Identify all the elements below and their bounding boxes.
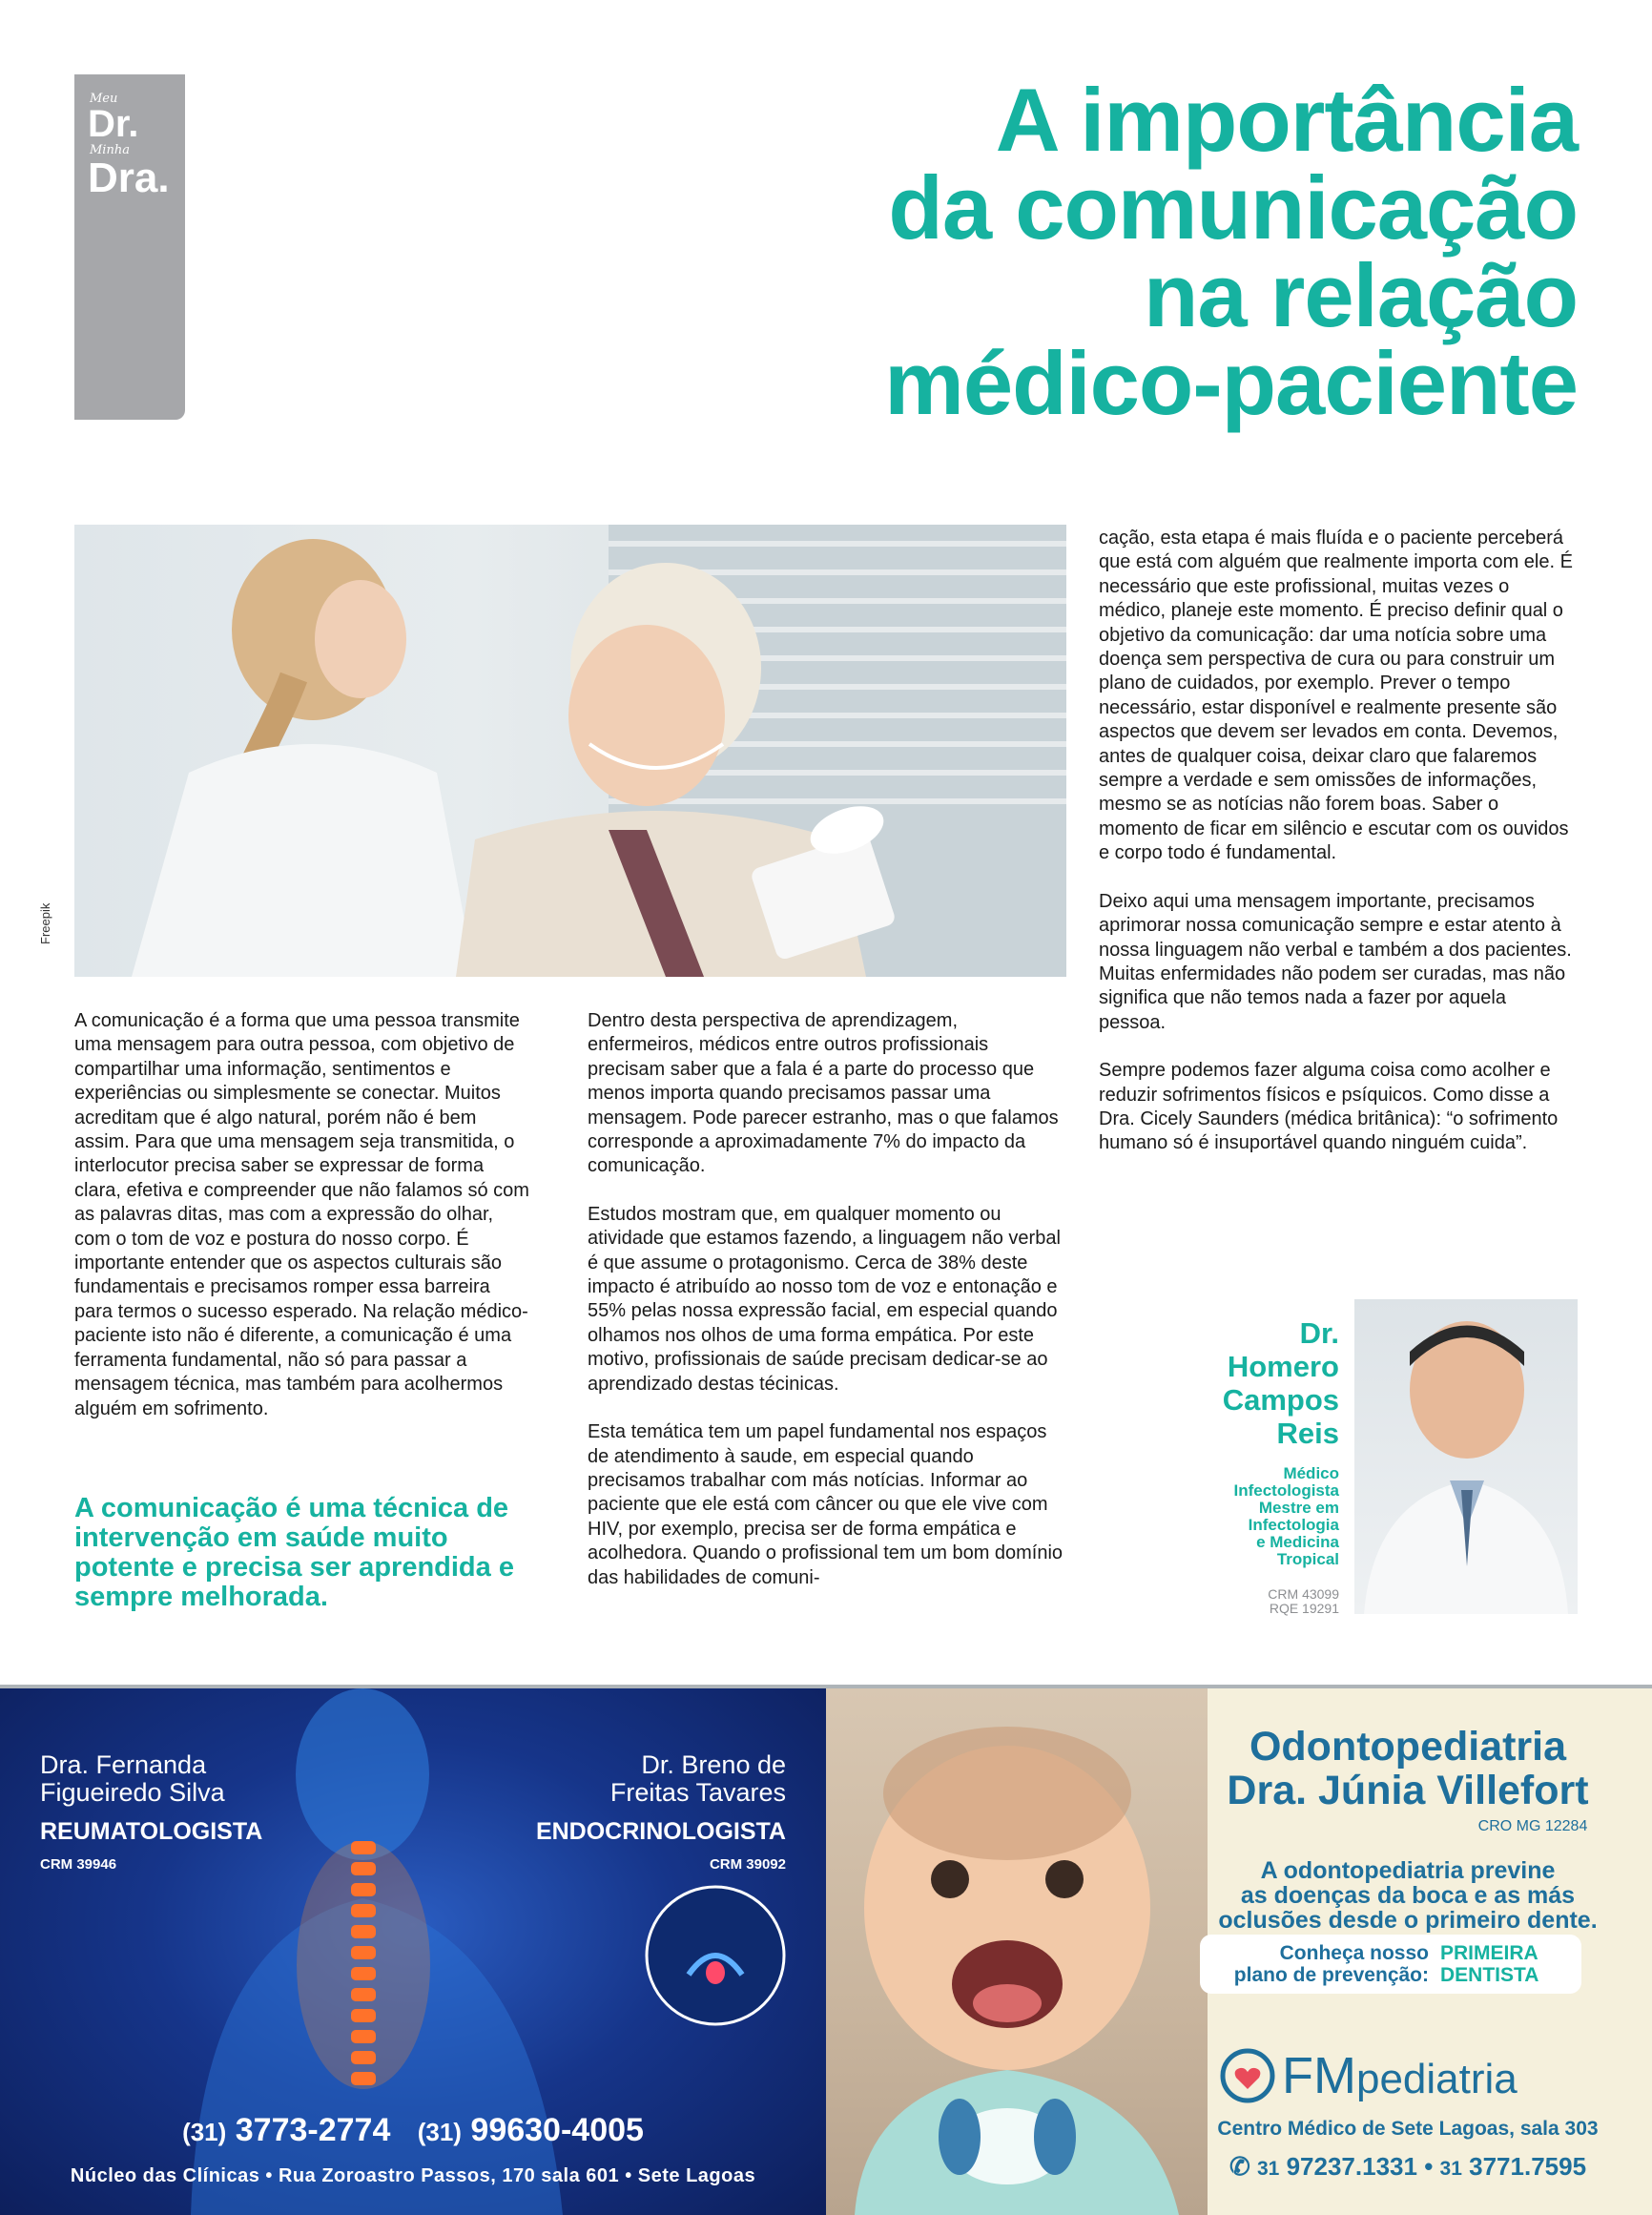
clinic-location: Centro Médico de Sete Lagoas, sala 303	[1217, 2118, 1599, 2140]
author-signature	[1173, 1316, 1339, 1616]
author-name-line: Reis	[1276, 1417, 1339, 1450]
author-name-line: Campos	[1222, 1383, 1339, 1417]
article-column-2	[588, 1009, 1064, 1614]
paragraph: Sempre podemos fazer alguma coisa como acolher e reduzir sofrimentos físicos e psíquicos. Como disse a Dra. Cicely Saunders (médica britânica): “o sofrimento humano só é insuportável quando ninguém cuida”.	[1099, 1060, 1559, 1154]
doctor-1-name	[40, 1751, 225, 1807]
author-name-line: Dr.	[1299, 1316, 1339, 1350]
plan-label-line: plano de prevenção:	[1233, 1964, 1429, 1986]
dentist-cro: CRO MG 12284	[1477, 1818, 1588, 1834]
title-line: da comunicação	[888, 157, 1578, 258]
phone-2-number: 3771.7595	[1469, 2152, 1587, 2181]
phone-2-area-code: 31	[1439, 2158, 1462, 2180]
author-role-line: Infectologista	[1233, 1481, 1339, 1500]
brand-script-minha: Minha	[90, 143, 130, 157]
brand-dr: Dr.	[88, 103, 139, 145]
doctor-1-specialty: REUMATOLOGISTA	[40, 1818, 263, 1845]
brand-script-meu: Meu	[90, 92, 118, 106]
doctor-2-crm: CRM 39092	[709, 1856, 786, 1873]
author-role-line: Médico	[1283, 1464, 1339, 1482]
title-line: médico-paciente	[884, 333, 1578, 433]
plan-label-line: Conheça nosso	[1279, 1942, 1429, 1964]
clinic-address: Núcleo das Clínicas • Rua Zoroastro Passos, 170 sala 601 • Sete Lagoas	[70, 2165, 756, 2186]
article-title	[624, 70, 1578, 433]
author-photo	[1354, 1299, 1578, 1614]
clinic-phones	[0, 2112, 826, 2149]
author-role-line: e Medicina	[1256, 1533, 1339, 1551]
title-line: na relação	[1143, 245, 1578, 345]
pull-quote: A comunicação é uma técnica de intervenção em saúde muito potente e precisa ser aprendida e sempre melhorada.	[74, 1493, 514, 1612]
author-role-line: Tropical	[1276, 1550, 1339, 1568]
author-crm: CRM 43099	[1268, 1586, 1339, 1602]
paragraph: Dentro desta perspectiva de aprendizagem, enfermeiros, médicos entre outros profissionais precisam saber que a fala é a parte do processo que menos importa quando precisamos passar uma mensagem. Pode parecer estranho, mas o que falamos corresponde a aproximadamente 7% do impacto da comunicação.	[588, 1010, 1059, 1177]
doctor-1-name-line: Figueiredo Silva	[40, 1778, 225, 1807]
paragraph: Deixo aqui uma mensagem importante, precisamos aprimorar nossa comunicação sempre e estar atento à nossa linguagem não verbal e também a dos pacientes. Muitas enfermidades não podem ser curadas, mas não significa que não temos nada a fazer por aquela pessoa.	[1099, 890, 1572, 1033]
photo-credit: Freepik	[38, 902, 52, 944]
plan-name	[1440, 1942, 1574, 1986]
baby-photo	[826, 1688, 1208, 2215]
phone-2-area-code: (31)	[417, 2118, 462, 2146]
ad-title-line: Odontopediatria	[1249, 1724, 1567, 1770]
doctor-patient-illustration	[74, 525, 1066, 977]
doctor-1-name-line: Dra. Fernanda	[40, 1750, 207, 1779]
tooth-heart-logo-icon	[1219, 2047, 1276, 2104]
phone-1-area-code: 31	[1257, 2158, 1280, 2180]
doctor-2-name-line: Freitas Tavares	[609, 1778, 786, 1807]
bullet-separator: •	[1424, 2152, 1440, 2181]
author-name-line: Homero	[1227, 1350, 1339, 1383]
doctor-1-crm: CRM 39946	[40, 1856, 117, 1873]
ad-title	[1179, 1725, 1637, 1812]
clinic-advertisement	[0, 1688, 826, 2215]
author-role	[1173, 1465, 1339, 1568]
fm-logo-pediatria: pediatria	[1355, 2056, 1518, 2102]
phone-1-number: 3773-2774	[235, 2112, 391, 2148]
phone-2-number: 99630-4005	[470, 2112, 644, 2148]
fm-logo-fm: FM	[1282, 2047, 1356, 2104]
author-role-line: Infectologia	[1248, 1516, 1339, 1534]
phone-1-number: 97237.1331	[1286, 2152, 1417, 2181]
plan-name-line: PRIMEIRA	[1440, 1942, 1538, 1964]
slogan-line: as doenças da boca e as más	[1240, 1882, 1576, 1909]
phone-1-area-code: (31)	[182, 2118, 227, 2146]
doctor-2-name-line: Dr. Breno de	[641, 1750, 786, 1779]
fm-logo-text	[1282, 2047, 1518, 2108]
slogan-line: oclusões desde o primeiro dente.	[1218, 1907, 1598, 1934]
paragraph: cação, esta etapa é mais fluída e o paciente perceberá que está com alguém que realmente importa com ele. É necessário que este profissional, muitas vezes o médico, planeje este momento. É preciso definir qual o objetivo da comunicação: dar uma notícia sobre uma doença sem perspectiva de cura ou para construir um plano de cuidados, por exemplo. Prever o tempo necessário, estar disponível e realmente presente são aspectos que devem ser levados em conta. Devemos, antes de qualquer coisa, deixar claro que falaremos sempre a verdade e sem omissões de informações, mesmo se as notícias não forem boas. Saber o momento de ficar em silêncio e escutar com os ouvidos e corpo todo é fundamental.	[1099, 528, 1573, 864]
title-line: A importância	[995, 70, 1578, 170]
ad-slogan	[1179, 1858, 1637, 1933]
slogan-line: A odontopediatria previne	[1260, 1857, 1556, 1884]
baby-illustration	[826, 1688, 1208, 2215]
author-registration	[1173, 1587, 1339, 1616]
doctor-2-specialty: ENDOCRINOLOGISTA	[535, 1818, 786, 1845]
brand-dra: Dra.	[88, 155, 170, 201]
plan-name-line: DENTISTA	[1440, 1964, 1539, 1986]
magazine-section-tab	[74, 74, 185, 420]
author-rqe: RQE 19291	[1269, 1601, 1339, 1616]
ad-title-line: Dra. Júnia Villefort	[1227, 1768, 1589, 1813]
clinic-contacts	[1179, 2152, 1637, 2182]
whatsapp-icon: ✆	[1229, 2152, 1250, 2181]
author-name	[1173, 1316, 1339, 1450]
paragraph: Estudos mostram que, em qualquer momento ou atividade que estamos fazendo, a linguagem não verbal é que assume o protagonismo. Cerca de 38% deste impacto é atribuído ao nosso tom de voz e entonação e 55% pelas nossa expressão facial, em especial quando olhamos nos olhos de uma forma empática. Por este motivo, profissionais de saúde precisam dedicar-se ao aprendizado destas técinicas.	[588, 1203, 1061, 1395]
paragraph: A comunicação é a forma que uma pessoa transmite uma mensagem para outra pessoa, com objetivo de compartilhar uma informação, sentimentos e experiências ou simplesmente se conectar. Muitos acreditam que é algo natural, porém não é bem assim. Para que uma mensagem seja transmitida, o interlocutor precisa saber se expressar de forma clara, efetiva e compreender que não falamos só com as palavras ditas, mas com a expressão do olhar, com o tom de voz e postura do nosso corpo. É importante entender que os aspectos culturais são fundamentais e precisamos romper essa barreira para termos o sucesso esperado. Na relação médico-paciente isto não é diferente, a comunicação é uma ferramenta fundamental, não só para passar a mensagem técnica, mas também para acolhermos alguém em sofrimento.	[74, 1010, 529, 1419]
author-portrait-illustration	[1354, 1299, 1578, 1614]
article-column-1	[74, 1009, 532, 1445]
plan-label	[1209, 1942, 1429, 1986]
article-column-3	[1099, 527, 1576, 1180]
prevention-plan-box	[1200, 1935, 1581, 1994]
doctor-2-name	[610, 1751, 786, 1807]
pediatric-dentistry-advertisement	[826, 1688, 1652, 2215]
paragraph: Esta temática tem um papel fundamental nos espaços de atendimento à saude, em especial quando precisamos trabalhar com más notícias. Informar ao paciente que ele está com câncer ou que ele vive com HIV, por exemplo, precisa ser de forma empática e acolhedora. Quando o profissional tem um bom domínio das habilidades de comuni-	[588, 1421, 1063, 1588]
article-photo	[74, 525, 1066, 977]
author-role-line: Mestre em	[1258, 1499, 1339, 1517]
